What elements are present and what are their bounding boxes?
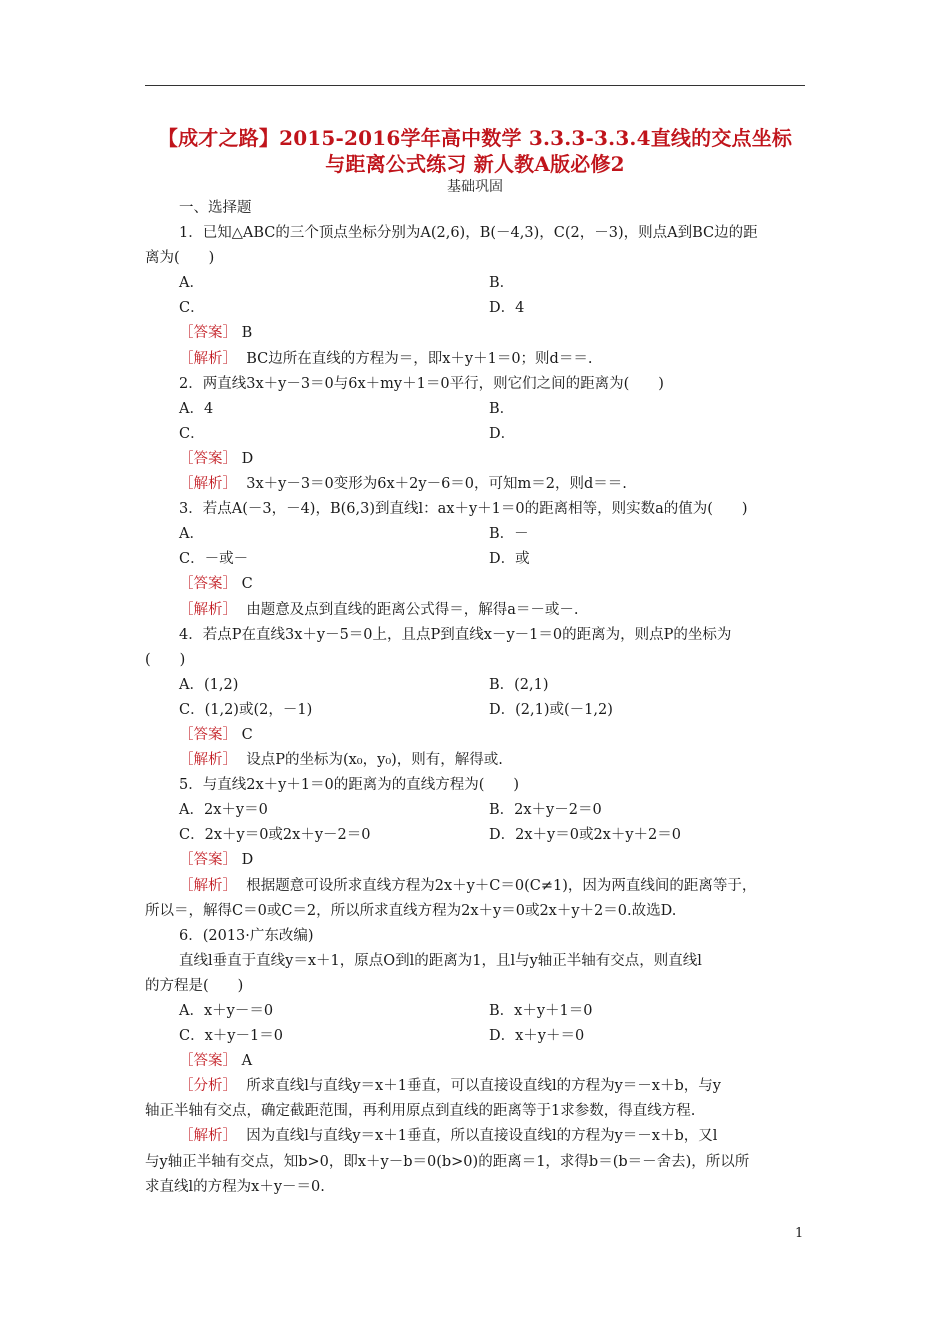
q5-options-cd xyxy=(145,823,810,848)
q6-answer: ［答案］ A xyxy=(179,1053,253,1070)
q1-options-ab xyxy=(145,271,810,296)
q2-answer: ［答案］ D xyxy=(179,450,254,467)
q1-stem: 1．已知△ABC的三个顶点坐标分别为A(2,6)，B(－4,3)，C(2，－3)，则点A到BC边的距 xyxy=(179,225,758,242)
q5-options-ab xyxy=(145,798,810,823)
q2-option-b: B． xyxy=(489,400,515,417)
q3-option-d: D．或 xyxy=(489,551,530,568)
analysis-tag: ［解析］ xyxy=(179,1128,237,1145)
q2-options-ab xyxy=(145,397,810,422)
answer-tag: ［答案］ xyxy=(179,852,237,869)
answer-tag: ［答案］ xyxy=(179,325,237,342)
q4-options-cd xyxy=(145,698,810,723)
answer-tag: ［答案］ xyxy=(179,450,237,467)
q4-option-d: D．(2,1)或(－1,2) xyxy=(489,701,613,718)
q2-stem: 2．两直线3x＋y－3＝0与6x＋my＋1＝0平行，则它们之间的距离为( ) xyxy=(179,375,664,392)
q6-option-a: A．x＋y－＝0 xyxy=(179,1003,274,1019)
q6-stem-cont: 的方程是( ) xyxy=(145,977,244,994)
q2-option-c: C． xyxy=(179,425,205,442)
q3-options-cd xyxy=(145,547,810,572)
q1-stem-cont: 离为( ) xyxy=(145,250,215,267)
q6-analysis-cont2: 求直线l的方程为x＋y－＝0. xyxy=(145,1178,325,1195)
document-title-line1: 【成才之路】2015-2016学年高中数学 3.3.3-3.3.4直线的交点坐标 xyxy=(157,126,793,150)
q2-option-d: D． xyxy=(489,425,516,442)
q5-analysis: ［解析］ 根据题意可设所求直线方程为2x＋y＋C＝0(C≠1)，因为两直线间的距离等于， xyxy=(179,877,757,894)
q6-option-b: B．x＋y＋1＝0 xyxy=(489,1003,593,1019)
q5-option-b: B．2x＋y－2＝0 xyxy=(489,802,602,819)
q3-answer: ［答案］ C xyxy=(179,576,253,593)
q3-option-b: B．－ xyxy=(489,526,529,543)
q6-option-d: D．x＋y＋＝0 xyxy=(489,1028,585,1045)
q6-stem: 直线l垂直于直线y＝x＋1，原点O到l的距离为1，且l与y轴正半轴有交点，则直线l xyxy=(179,952,702,969)
q3-options-ab xyxy=(145,522,810,547)
q4-option-a: A．(1,2) xyxy=(179,676,239,693)
q2-option-a: A．4 xyxy=(179,400,214,417)
q5-analysis-cont: 所以＝，解得C＝0或C＝2，所以所求直线方程为2x＋y＝0或2x＋y＋2＝0.故选D. xyxy=(145,902,677,919)
q5-option-a: A．2x＋y＝0 xyxy=(179,802,268,819)
q6-options-cd xyxy=(145,1024,810,1049)
analysis-tag: ［解析］ xyxy=(179,350,237,367)
q6-option-c: C．x＋y－1＝0 xyxy=(179,1028,283,1045)
header-rule xyxy=(145,85,805,86)
q4-option-b: B．(2,1) xyxy=(489,676,549,693)
q2-analysis: ［解析］ 3x＋y－3＝0变形为6x＋2y－6＝0，可知m＝2，则d＝＝. xyxy=(179,476,627,493)
q1-option-b: B． xyxy=(489,275,515,292)
q3-stem: 3．若点A(－3，－4)，B(6,3)到直线l：ax＋y＋1＝0的距离相等，则实数a的值为( ) xyxy=(179,501,748,518)
q3-option-c: C．－或－ xyxy=(179,551,249,568)
q4-analysis: ［解析］ 设点P的坐标为(x₀，y₀)，则有，解得或. xyxy=(179,752,503,769)
q4-stem-cont: ( ) xyxy=(145,651,186,668)
q6-fenxi: ［分析］ 所求直线l与直线y＝x＋1垂直，可以直接设直线l的方程为y＝－x＋b，与y xyxy=(179,1078,721,1095)
q6-options-ab xyxy=(145,999,810,1024)
analysis-tag: ［解析］ xyxy=(179,752,237,769)
answer-tag: ［答案］ xyxy=(179,1053,237,1070)
q1-option-a: A． xyxy=(179,275,204,292)
section-heading: 一、选择题 xyxy=(179,200,252,216)
q6-fenxi-cont: 轴正半轴有交点，确定截距范围，再利用原点到直线的距离等于1求参数，得直线方程. xyxy=(145,1103,696,1120)
q1-answer: ［答案］ B xyxy=(179,325,253,342)
q3-analysis: ［解析］ 由题意及点到直线的距离公式得＝，解得a＝－或－. xyxy=(179,601,579,618)
q1-analysis: ［解析］ BC边所在直线的方程为＝，即x＋y＋1＝0；则d＝＝. xyxy=(179,350,593,367)
q5-option-c: C．2x＋y＝0或2x＋y－2＝0 xyxy=(179,827,371,844)
q1-options-cd xyxy=(145,296,810,321)
q4-option-c: C．(1,2)或(2，－1) xyxy=(179,701,313,718)
q4-stem: 4．若点P在直线3x＋y－5＝0上，且点P到直线x－y－1＝0的距离为，则点P的坐标为 xyxy=(179,626,732,643)
q5-option-d: D．2x＋y＝0或2x＋y＋2＝0 xyxy=(489,827,681,844)
q5-answer: ［答案］ D xyxy=(179,852,254,869)
analysis-tag: ［解析］ xyxy=(179,877,237,894)
q4-options-ab xyxy=(145,673,810,698)
analysis-tag: ［解析］ xyxy=(179,601,237,618)
document-title-line2: 与距离公式练习 新人教A版必修2 xyxy=(325,152,625,176)
analysis-tag: ［解析］ xyxy=(179,476,237,493)
answer-tag: ［答案］ xyxy=(179,726,237,743)
q4-answer: ［答案］ C xyxy=(179,726,253,743)
q6-source: 6．(2013·广东改编) xyxy=(179,927,314,944)
page-number: 1 xyxy=(795,1226,804,1241)
q1-option-c: C． xyxy=(179,300,205,317)
section-subtitle: 基础巩固 xyxy=(447,179,503,195)
q1-option-d: D．4 xyxy=(489,300,525,317)
q2-options-cd xyxy=(145,422,810,447)
document-body xyxy=(145,196,810,1200)
q3-option-a: A． xyxy=(179,526,204,543)
q6-analysis: ［解析］ 因为直线l与直线y＝x＋1垂直，所以直接设直线l的方程为y＝－x＋b，又l xyxy=(179,1128,718,1145)
q6-analysis-cont: 与y轴正半轴有交点，知b>0，即x＋y－b＝0(b>0)的距离＝1，求得b＝(b＝－舍去)，所以所 xyxy=(145,1153,750,1170)
answer-tag: ［答案］ xyxy=(179,576,237,593)
q5-stem: 5．与直线2x＋y＋1＝0的距离为的直线方程为( ) xyxy=(179,777,520,794)
fenxi-tag: ［分析］ xyxy=(179,1078,237,1095)
